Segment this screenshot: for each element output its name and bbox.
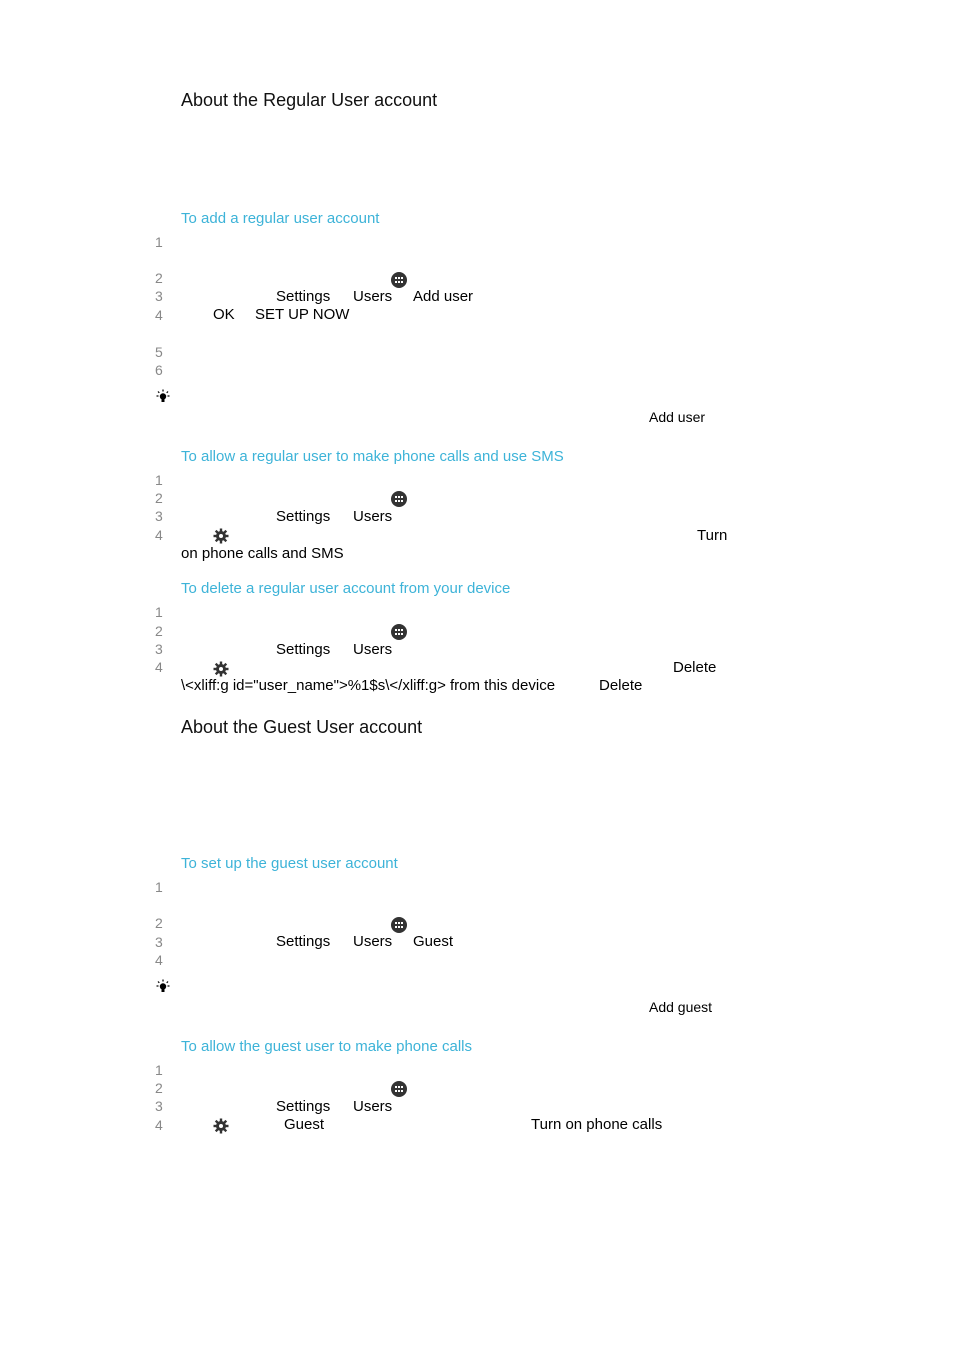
add-user-label: Add user xyxy=(413,288,474,305)
step-number: 3 xyxy=(155,934,163,950)
gear-icon xyxy=(213,661,229,677)
step-number: 4 xyxy=(155,307,163,323)
guest-label: Guest xyxy=(284,1116,325,1133)
step-number: 3 xyxy=(155,641,163,657)
delete-user-line: \<xliff:g id="user_name">%1$s\</xliff:g> from this device xyxy=(181,677,556,694)
allow-regular-calls-title: To allow a regular user to make phone calls and use SMS xyxy=(181,448,564,465)
step-number: 6 xyxy=(155,362,163,378)
turn-on-calls-label: Turn on phone calls xyxy=(531,1116,663,1133)
apps-grid-icon xyxy=(391,491,407,507)
guest-label: Guest xyxy=(413,933,454,950)
step-number: 1 xyxy=(155,879,163,895)
setup-guest-title: To set up the guest user account xyxy=(181,855,398,872)
guest-user-heading: About the Guest User account xyxy=(181,717,423,737)
delete-regular-user-title: To delete a regular user account from your device xyxy=(181,580,511,597)
step-number: 1 xyxy=(155,604,163,620)
allow-guest-calls-title: To allow the guest user to make phone calls xyxy=(181,1038,472,1055)
gear-icon xyxy=(213,528,229,544)
users-label: Users xyxy=(353,641,393,658)
step-number: 3 xyxy=(155,288,163,304)
settings-label: Settings xyxy=(276,1098,331,1115)
setup-now-label: SET UP NOW xyxy=(255,306,350,323)
step-number: 2 xyxy=(155,623,163,639)
add-regular-user-title: To add a regular user account xyxy=(181,210,380,227)
step-number: 3 xyxy=(155,1098,163,1114)
delete-label: Delete xyxy=(673,659,717,676)
turn-label: Turn xyxy=(697,527,728,544)
apps-grid-icon xyxy=(391,1081,407,1097)
settings-label: Settings xyxy=(276,288,331,305)
lightbulb-tip-icon xyxy=(155,979,171,995)
step-number: 4 xyxy=(155,659,163,675)
step-number: 4 xyxy=(155,1117,163,1133)
step-number: 3 xyxy=(155,508,163,524)
step-number: 4 xyxy=(155,527,163,543)
users-label: Users xyxy=(353,288,393,305)
step-number: 2 xyxy=(155,490,163,506)
tip-add-user-label: Add user xyxy=(649,409,706,425)
step-number: 5 xyxy=(155,344,163,360)
step-number: 1 xyxy=(155,1062,163,1078)
apps-grid-icon xyxy=(391,917,407,933)
ok-label: OK xyxy=(213,306,235,323)
delete-confirm-label: Delete xyxy=(599,677,643,694)
lightbulb-tip-icon xyxy=(155,389,171,405)
step-number: 1 xyxy=(155,234,163,250)
gear-icon xyxy=(213,1118,229,1134)
tip-add-guest-label: Add guest xyxy=(649,999,713,1015)
apps-grid-icon xyxy=(391,624,407,640)
settings-label: Settings xyxy=(276,933,331,950)
users-label: Users xyxy=(353,933,393,950)
users-label: Users xyxy=(353,508,393,525)
step-number: 1 xyxy=(155,472,163,488)
step-number: 4 xyxy=(155,952,163,968)
step-number: 2 xyxy=(155,1080,163,1096)
regular-user-heading: About the Regular User account xyxy=(181,90,438,110)
apps-grid-icon xyxy=(391,272,407,288)
settings-label: Settings xyxy=(276,641,331,658)
users-label: Users xyxy=(353,1098,393,1115)
step-number: 2 xyxy=(155,270,163,286)
settings-label: Settings xyxy=(276,508,331,525)
calls-sms-label: on phone calls and SMS xyxy=(181,545,344,562)
step-number: 2 xyxy=(155,915,163,931)
